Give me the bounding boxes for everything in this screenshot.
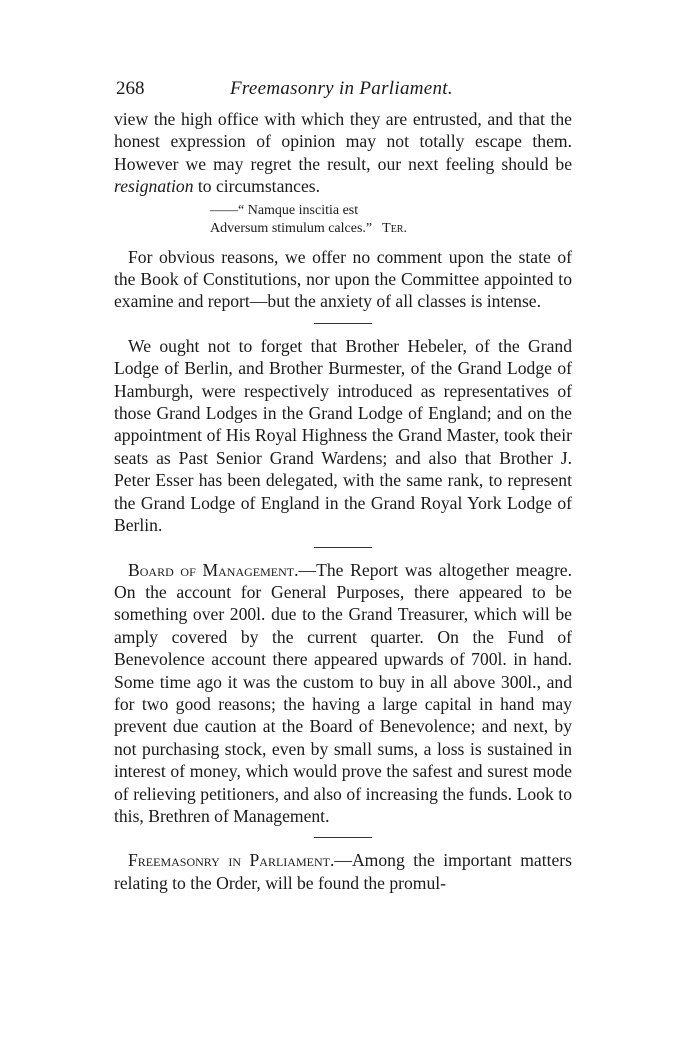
paragraph-text: to circumstances. [193, 176, 321, 197]
paragraph-grand-lodges: We ought not to forget that Brother Hebeler, of the Grand Lodge of Berlin, and Brother Burmester, of the Grand Lodge of Hamburgh, were respectively introduced as representatives of those Grand Lodges in the Grand Lodge of England; and on the appointment of His Royal Highness the Grand Master, took their seats as Past Senior Grand Wardens; and also that Brother J. Peter Esser has been delegated, with the same rank, to represent the Grand Lodge of England in the Grand Royal York Lodge of Berlin. [114, 335, 572, 536]
section-divider [314, 547, 372, 548]
paragraph-freemasonry-in-parliament [114, 849, 572, 894]
paragraph-continued [114, 108, 572, 198]
italic-word: resignation [114, 176, 194, 197]
section-divider [314, 323, 372, 324]
body-text [114, 108, 572, 894]
paragraph-text: —The Report was altogether meagre. On the account for General Purposes, there appeared to be something over 200l. due to the Grand Treasurer, which will be amply covered by the current quarter. On the Fund of Benevolence account there appeared upwards of 700l. in hand. Some time ago it was the custom to buy in all above 300l., and for two good reasons; the having a large capital in hand may prevent due caution at the Board of Benevolence; and next, by not purchasing stock, even by small sums, a loss is sustained in interest of money, which would prove the safest and surest mode of relieving petitioners, and also of increasing the funds. Look to this, Brethren of Management. [114, 559, 573, 826]
paragraph-constitutions: For obvious reasons, we offer no comment upon the state of the Book of Constitutions, nor upon the Committee appointed to examine and report—but the anxiety of all classes is intense. [114, 246, 572, 312]
page-number: 268 [116, 78, 145, 99]
section-heading: Board of Management. [128, 559, 299, 580]
quotation-line: ——“ Namque inscitia est [210, 202, 359, 218]
paragraph-text: —Among the important matters relating to the Order, will be found the promul- [114, 850, 572, 893]
running-head [116, 78, 576, 102]
paragraph-board-of-management [114, 559, 572, 828]
running-title: Freemasonry in Parliament. [230, 78, 453, 99]
quotation-text: Adversum stimulum calces.” [210, 220, 373, 236]
paragraph-text: view the high office with which they are entrusted, and that the honest expression of opinion may not totally escape them. However we may regret the result, our next feeling should be [114, 109, 572, 174]
quotation-attribution: Ter. [382, 220, 407, 236]
section-divider [314, 837, 372, 838]
section-heading: Freemasonry in Parliament. [128, 850, 335, 871]
quotation-line [210, 220, 572, 238]
latin-quotation [210, 202, 572, 238]
